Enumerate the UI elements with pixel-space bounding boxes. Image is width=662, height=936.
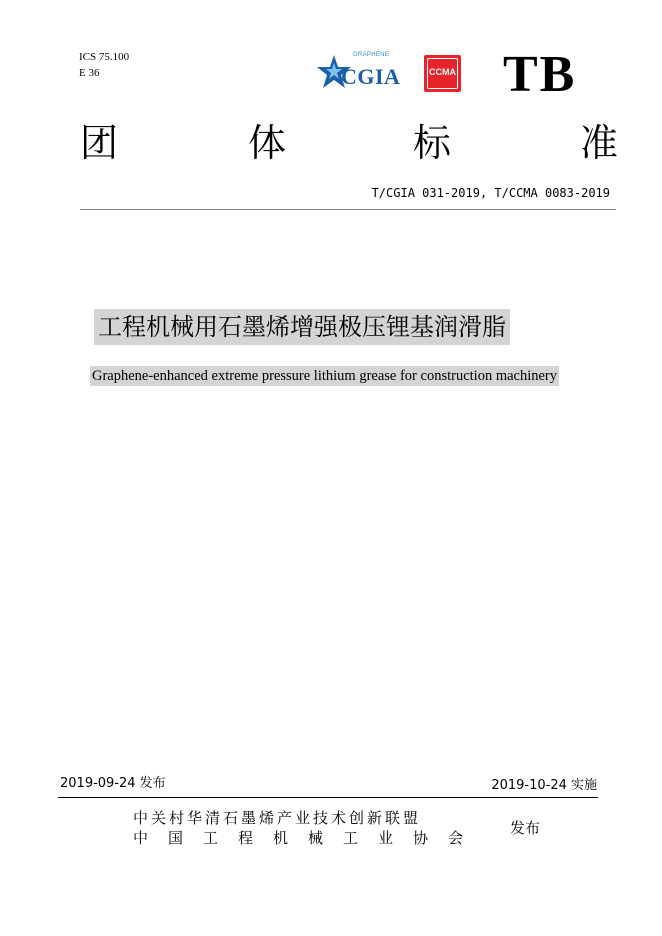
- heading-char: 标: [413, 121, 452, 165]
- footer-divider: [58, 797, 598, 798]
- ccs-code: E 36: [79, 67, 100, 79]
- publish-date: 2019-09-24 发布: [60, 776, 166, 791]
- tb-mark: TB: [503, 46, 577, 103]
- heading-char: 体: [248, 121, 287, 165]
- implementation-date: 2019-10-24 实施: [491, 778, 597, 793]
- ccma-logo: [424, 55, 461, 92]
- ics-code: ICS 75.100: [79, 51, 130, 63]
- publish-label: 发布: [510, 819, 541, 837]
- cgia-logo-small-text: GRAPHENE: [353, 52, 390, 58]
- publisher-org-1: 中关村华清石墨烯产业技术创新联盟: [133, 809, 422, 827]
- cgia-logo: [315, 52, 401, 92]
- title-english: Graphene-enhanced extreme pressure lithium grease for construction machinery: [92, 368, 558, 384]
- publisher-org-2: 中国工程机械工业协会: [133, 829, 484, 847]
- header-divider: [80, 209, 616, 210]
- standard-code: T/CGIA 031-2019, T/CCMA 0083-2019: [371, 186, 610, 200]
- heading-char: 准: [580, 121, 619, 165]
- ccma-logo-text: CCMA: [429, 67, 456, 77]
- cgia-logo-text: CGIA: [341, 64, 401, 89]
- heading-char: 团: [80, 121, 119, 165]
- title-chinese: 工程机械用石墨烯增强极压锂基润滑脂: [94, 309, 510, 345]
